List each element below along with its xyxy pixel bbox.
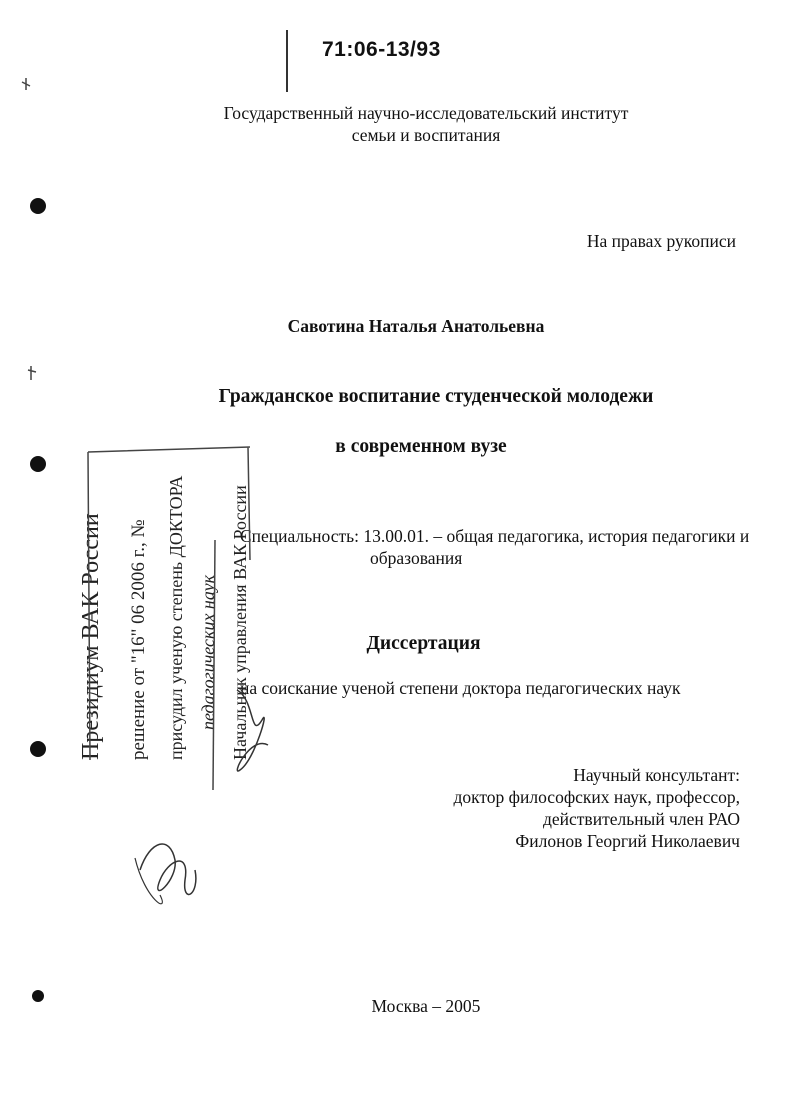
- ink-mark: [22, 78, 30, 90]
- place-year: Москва – 2005: [371, 996, 481, 1016]
- title-line-2: в современном вузе: [335, 436, 507, 457]
- stamp-line-5: Начальник управления ВАК России: [230, 485, 250, 760]
- specialty-line-1: Специальность: 13.00.01. – общая педагогика, история педагогики и: [240, 526, 750, 546]
- archive-code: 71:06-13/93: [322, 38, 441, 61]
- stamp-underline: [213, 540, 215, 790]
- signature: [135, 858, 162, 904]
- stamp-line-2: решение от "16" 06 2006 г., №: [128, 519, 149, 760]
- consultant-role: Научный консультант:: [573, 765, 740, 785]
- consultant-degree: доктор философских наук, профессор,: [453, 787, 740, 807]
- institution-line-2: семьи и воспитания: [351, 125, 501, 145]
- stamp-line-4: педагогических наук: [198, 574, 218, 730]
- degree-purpose: на соискание ученой степени доктора педагогических наук: [240, 678, 681, 698]
- consultant-membership: действительный член РАО: [542, 809, 740, 829]
- manuscript-note: На правах рукописи: [586, 231, 736, 251]
- ink-mark: [28, 366, 36, 380]
- specialty-line-2: образования: [370, 548, 463, 568]
- signature: [237, 690, 268, 771]
- signature: [140, 844, 196, 894]
- consultant-name: Филонов Георгий Николаевич: [515, 831, 740, 851]
- title-line-1: Гражданское воспитание студенческой молодежи: [218, 386, 654, 407]
- stamp-line-1: Президиум ВАК России: [78, 513, 104, 760]
- author-name: Савотина Наталья Анатольевна: [287, 316, 545, 336]
- institution-line-1: Государственный научно-исследовательский институт: [223, 103, 629, 123]
- stamp-frame: [88, 447, 250, 760]
- work-type: Диссертация: [366, 633, 481, 654]
- stamp-line-3: присудил ученую степень ДОКТОРА: [166, 475, 186, 760]
